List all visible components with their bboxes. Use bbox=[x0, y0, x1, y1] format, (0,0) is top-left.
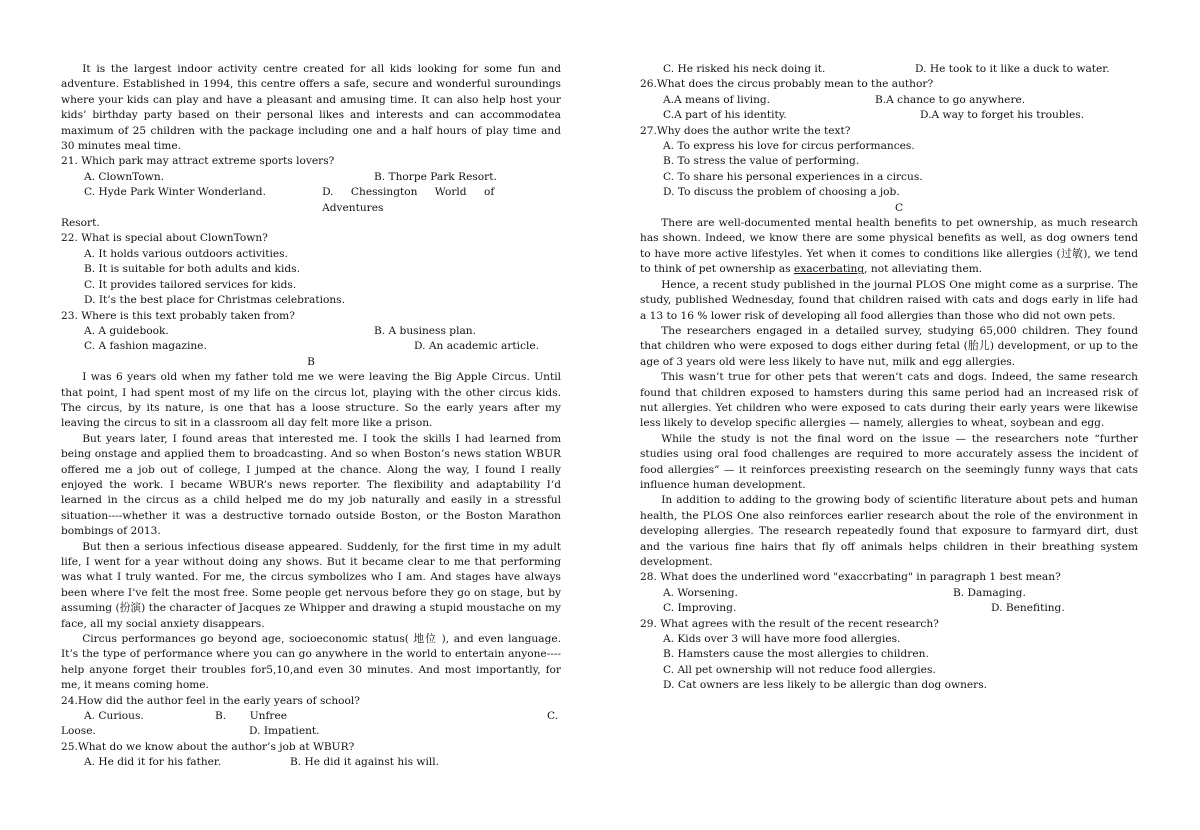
section-c-heading: C bbox=[895, 201, 904, 214]
question-23-options-row2 bbox=[61, 339, 561, 354]
option-21-a: A. ClownTown. bbox=[84, 170, 165, 183]
option-29-b: B. Hamsters cause the most allergies to children. bbox=[663, 648, 929, 661]
option-25-d: D. He took to it like a duck to water. bbox=[915, 63, 1110, 75]
passage-c-paragraph-5: While the study is not the final word on the issue — the researchers note “further studies using oral food challenges are required to more accurately assess the incident of food allergies” — it reinforces preexisting research on the seemingly funny ways that cats influence human development. bbox=[640, 432, 1138, 491]
underlined-word: exacerbating bbox=[793, 263, 865, 276]
passage-b-paragraph-1: I was 6 years old when my father told me we were leaving the Big Apple Circus. Until that point, I had spent most of my life on the circus lot, playing with the other circus kids. The circus, by its nature, is one that has a loose structure. So the early years after my leaving the circus to sit in a classroom all day felt more like a prison. bbox=[61, 371, 561, 430]
right-column bbox=[640, 62, 1138, 694]
passage-b-paragraph-3: But then a serious infectious disease appeared. Suddenly, for the first time in my adult life, I went for a year without doing any shows. But it became clear to me that performing was what I truly wanted. For me, the circus symbolizes who I am. And stages have always been where I’ve felt the most free. Some people get nervous before they go on stage, but by assuming (扮演) the character of Jacques ze Whipper and drawing a stupid moustache on my face, all my social anxiety disappears. bbox=[61, 540, 561, 630]
option-21-c: C. Hyde Park Winter Wonderland. bbox=[84, 186, 266, 199]
option-23-d: D. An academic article. bbox=[414, 340, 540, 353]
question-29: 29. What agrees with the result of the recent research? bbox=[640, 617, 939, 630]
passage-c-paragraph-4: This wasn’t true for other pets that weren’t cats and dogs. Indeed, the same research found that children exposed to hamsters during this same period had an increased risk of nut allergies. Yet children who were exposed to cats during their early years were likewise less likely to develop specific allergies — namely, allergies to wheat, soybean and egg. bbox=[640, 371, 1138, 430]
option-28-c: C. Improving. bbox=[663, 602, 737, 615]
passage-a-paragraph: It is the largest indoor activity centre created for all kids looking for some fun and adventure. Established in 1994, this centre offers a safe, secure and wonderful suroundings where your kids can play and have a pleasant and amusing time. It can also help host your kids’ birthday party based on their personal likes and interests and can accommodatea maximum of 25 children with the package including one and a half hours of play time and 30 minutes meal time. bbox=[61, 63, 561, 153]
passage-b-paragraph-2: But years later, I found areas that interested me. I took the skills I had learned from being onstage and applied them to broadcasting. And so when Boston’s news station WBUR offered me a job out of college, I jumped at the chance. Along the way, I found I really enjoyed the work. I became WBUR’s news reporter. The flexibility and adaptability I’d learned in the circus as a child helped me do my job naturally and easily in a stressful situation----whether it was a destructive tornado outside Boston, or the Boston Marathon bombings of 2013. bbox=[61, 432, 561, 538]
question-28: 28. What does the underlined word "exaccrbating" in paragraph 1 best mean? bbox=[640, 571, 1061, 584]
question-26-options-row1 bbox=[640, 93, 1138, 108]
option-22-a: A. It holds various outdoors activities. bbox=[84, 247, 288, 260]
option-26-b: B.A chance to go anywhere. bbox=[875, 93, 1026, 106]
question-23-options-row1 bbox=[61, 324, 561, 339]
option-28-a: A. Worsening. bbox=[663, 586, 738, 599]
question-24-options-row2 bbox=[61, 724, 561, 739]
passage-c-paragraph-3: The researchers engaged in a detailed survey, studying 65,000 children. They found that children who were exposed to dogs either during fetal (胎儿) development, or up to the age of 3 years old were less likely to have nut, milk and egg allergies. bbox=[640, 324, 1138, 368]
question-27: 27.Why does the author write the text? bbox=[640, 124, 851, 137]
option-26-a: A.A means of living. bbox=[663, 93, 771, 106]
passage-c-paragraph-2: Hence, a recent study published in the journal PLOS One might come as a surprise. The study, published Wednesday, found that children raised with cats and dogs early in life had a 13 to 16 % lower risk of developing all food allergies than those who did not own pets. bbox=[640, 278, 1138, 322]
option-23-a: A. A guidebook. bbox=[84, 324, 169, 337]
option-24-a: A. Curious. bbox=[84, 710, 144, 723]
option-21-d: D. Chessington World of Adventures bbox=[322, 186, 495, 214]
passage-c-paragraph-1 bbox=[640, 216, 1138, 278]
option-21-b: B. Thorpe Park Resort. bbox=[374, 170, 497, 183]
question-21-options-row1 bbox=[61, 170, 561, 185]
option-26-c: C.A part of his identity. bbox=[663, 109, 787, 122]
option-29-c: C. All pet ownership will not reduce food allergies. bbox=[663, 663, 936, 676]
question-25-options-row2 bbox=[640, 62, 1138, 77]
option-29-a: A. Kids over 3 will have more food allergies. bbox=[663, 633, 901, 646]
option-25-c: C. He risked his neck doing it. bbox=[663, 63, 826, 75]
option-23-b: B. A business plan. bbox=[374, 324, 476, 337]
passage-c-paragraph-1-start: There are well-documented mental health benefits to pet ownership, as much research has shown. Indeed, we know there are some physical benefits as well, as dog owners tend to have more active lifestyles. Yet when it comes to conditions like allergies (过敏), we tend to think of pet ownership as bbox=[640, 217, 1138, 276]
option-24-d: D. Impatient. bbox=[249, 725, 320, 738]
option-27-c: C. To share his personal experiences in a circus. bbox=[663, 170, 923, 183]
passage-b-paragraph-4: Circus performances go beyond age, socioeconomic status( 地位 ), and even language. It’s the type of performance where you can go anywhere in the world to entertain anyone----help anyone forget their troubles for5,10,and even 30 minutes. And most importantly, for me, it means coming home. bbox=[61, 633, 561, 692]
question-21: 21. Which park may attract extreme sports lovers? bbox=[61, 155, 335, 168]
option-27-b: B. To stress the value of performing. bbox=[663, 155, 860, 168]
option-26-d: D.A way to forget his troubles. bbox=[920, 109, 1085, 122]
question-22: 22. What is special about ClownTown? bbox=[61, 232, 268, 245]
option-28-d: D. Benefiting. bbox=[991, 602, 1065, 615]
question-28-options-row1 bbox=[640, 586, 1138, 601]
option-21-d-continued: Resort. bbox=[61, 217, 100, 230]
option-25-b: B. He did it against his will. bbox=[290, 756, 440, 769]
option-27-d: D. To discuss the problem of choosing a job. bbox=[663, 186, 900, 199]
option-27-a: A. To express his love for circus performances. bbox=[663, 140, 915, 153]
question-26: 26.What does the circus probably mean to the author? bbox=[640, 78, 934, 91]
option-22-b: B. It is suitable for both adults and kids. bbox=[84, 263, 300, 276]
option-24-c: C. bbox=[547, 710, 559, 723]
option-28-b: B. Damaging. bbox=[953, 586, 1026, 599]
question-26-options-row2 bbox=[640, 108, 1138, 123]
passage-c-paragraph-1-end: , not alleviating them. bbox=[864, 263, 983, 276]
question-25-options-row1 bbox=[61, 755, 561, 770]
passage-c-paragraph-6: In addition to adding to the growing body of scientific literature about pets and human health, the PLOS One also reinforces earlier research about the role of the environment in developing allergies. The research repeatedly found that exposure to farmyard dirt, dust and the various fine hairs that fly off animals helps children in their breathing system development. bbox=[640, 494, 1138, 568]
option-22-c: C. It provides tailored services for kids. bbox=[84, 278, 297, 291]
left-column bbox=[61, 62, 561, 771]
question-28-options-row2 bbox=[640, 601, 1138, 616]
option-23-c: C. A fashion magazine. bbox=[84, 340, 207, 353]
question-23: 23. Where is this text probably taken from? bbox=[61, 309, 295, 322]
question-24: 24.How did the author feel in the early years of school? bbox=[61, 694, 360, 707]
question-25: 25.What do we know about the author’s job at WBUR? bbox=[61, 740, 355, 753]
option-24-b: B. Unfree bbox=[215, 710, 287, 723]
option-24-c-continued: Loose. bbox=[61, 725, 96, 738]
question-21-options-row2 bbox=[61, 185, 561, 216]
question-24-options-row1 bbox=[61, 709, 561, 724]
option-29-d: D. Cat owners are less likely to be allergic than dog owners. bbox=[663, 679, 988, 692]
option-25-a: A. He did it for his father. bbox=[84, 756, 222, 769]
option-22-d: D. It’s the best place for Christmas celebrations. bbox=[84, 294, 345, 307]
section-b-heading: B bbox=[307, 355, 315, 368]
